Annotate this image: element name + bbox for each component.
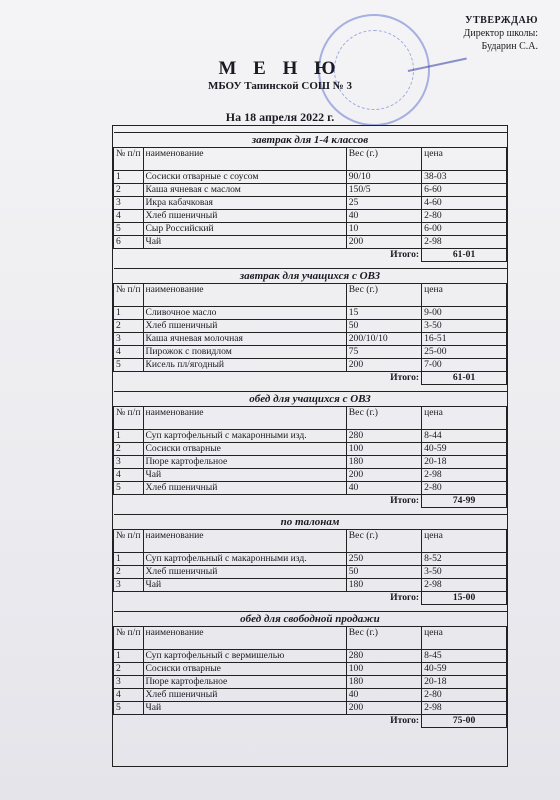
row-number: 3 (114, 197, 144, 210)
total-value: 74-99 (422, 495, 507, 508)
approve-title: УТВЕРЖДАЮ (465, 15, 538, 26)
column-header-name: наименование (143, 284, 346, 307)
table-row (114, 482, 507, 495)
dish-weight: 200 (346, 702, 421, 715)
dish-name: Сосиски отварные с соусом (143, 171, 346, 184)
table-row (114, 469, 507, 482)
total-value: 15-00 (422, 592, 507, 605)
dish-name: Суп картофельный с макаронными изд. (143, 553, 346, 566)
total-value: 75-00 (422, 715, 507, 728)
row-number: 2 (114, 663, 144, 676)
total-label: Итого: (390, 495, 420, 507)
dish-name: Хлеб пшеничный (143, 689, 346, 702)
row-number: 3 (114, 456, 144, 469)
dish-weight: 150/5 (346, 184, 421, 197)
dish-name: Икра кабачковая (143, 197, 346, 210)
table-row (114, 210, 507, 223)
table-row (114, 443, 507, 456)
dish-weight: 40 (346, 689, 421, 702)
column-header-name: наименование (143, 148, 346, 171)
dish-name: Хлеб пшеничный (143, 566, 346, 579)
row-number: 2 (114, 184, 144, 197)
column-header-row (114, 148, 507, 171)
column-header-num: № п/п (114, 284, 144, 307)
section-title-row (114, 392, 507, 407)
table-row (114, 430, 507, 443)
column-header-price: цена (422, 284, 507, 307)
section-spacer (114, 508, 507, 515)
column-header-row (114, 627, 507, 650)
row-number: 1 (114, 430, 144, 443)
total-label: Итого: (390, 372, 420, 384)
total-spacer (114, 249, 347, 262)
row-number: 3 (114, 676, 144, 689)
row-number: 2 (114, 320, 144, 333)
menu-title: М Е Н Ю (218, 58, 342, 79)
dish-price: 40-59 (422, 663, 507, 676)
dish-weight: 180 (346, 456, 421, 469)
row-number: 2 (114, 443, 144, 456)
column-header-price: цена (422, 627, 507, 650)
column-header-price: цена (422, 530, 507, 553)
row-number: 5 (114, 702, 144, 715)
dish-price: 2-80 (422, 482, 507, 495)
section-title: обед для свободной продажи (114, 612, 507, 627)
section-title-row (114, 515, 507, 530)
dish-name: Пюре картофельное (143, 676, 346, 689)
section-total-row (114, 715, 507, 728)
table-row (114, 320, 507, 333)
spacer-cell (114, 262, 507, 269)
approve-role: Директор школы: (463, 28, 538, 39)
column-header-name: наименование (143, 407, 346, 430)
dish-name: Хлеб пшеничный (143, 210, 346, 223)
dish-price: 3-50 (422, 566, 507, 579)
table-row (114, 702, 507, 715)
table-row (114, 553, 507, 566)
dish-weight: 15 (346, 307, 421, 320)
school-name: МБОУ Тапинской СОШ № 3 (207, 80, 353, 92)
section-total-row (114, 249, 507, 262)
dish-name: Пирожок с повидлом (143, 346, 346, 359)
dish-name: Пюре картофельное (143, 456, 346, 469)
dish-weight: 100 (346, 663, 421, 676)
spacer-cell (114, 385, 507, 392)
column-header-weight: Вес (г.) (346, 627, 421, 650)
dish-weight: 200/10/10 (346, 333, 421, 346)
section-title-row (114, 612, 507, 627)
dish-weight: 100 (346, 443, 421, 456)
table-row (114, 676, 507, 689)
section-title: завтрак для 1-4 классов (114, 133, 507, 148)
dish-weight: 200 (346, 359, 421, 372)
table-row (114, 566, 507, 579)
row-number: 5 (114, 359, 144, 372)
row-number: 5 (114, 223, 144, 236)
dish-name: Чай (143, 236, 346, 249)
table-row (114, 689, 507, 702)
column-header-row (114, 407, 507, 430)
dish-name: Сливочное масло (143, 307, 346, 320)
table-row (114, 579, 507, 592)
section-title: обед для учащихся с ОВЗ (114, 392, 507, 407)
column-header-num: № п/п (114, 530, 144, 553)
dish-weight: 200 (346, 469, 421, 482)
approval-block (418, 14, 538, 53)
total-spacer (114, 592, 347, 605)
dish-weight: 280 (346, 650, 421, 663)
section-total-row (114, 495, 507, 508)
table-row (114, 236, 507, 249)
column-header-num: № п/п (114, 407, 144, 430)
dish-name: Сосиски отварные (143, 443, 346, 456)
dish-name: Суп картофельный с макаронными изд. (143, 430, 346, 443)
table-row (114, 333, 507, 346)
dish-weight: 90/10 (346, 171, 421, 184)
section-title: завтрак для учащихся с ОВЗ (114, 269, 507, 284)
approve-name: Бударин С.А. (481, 41, 538, 52)
row-number: 1 (114, 307, 144, 320)
dish-price: 2-98 (422, 702, 507, 715)
dish-weight: 50 (346, 566, 421, 579)
row-number: 2 (114, 566, 144, 579)
dish-weight: 10 (346, 223, 421, 236)
dish-weight: 40 (346, 482, 421, 495)
dish-price: 3-50 (422, 320, 507, 333)
total-label: Итого: (390, 249, 420, 261)
dish-price: 7-00 (422, 359, 507, 372)
row-number: 1 (114, 553, 144, 566)
dish-weight: 75 (346, 346, 421, 359)
dish-price: 2-80 (422, 210, 507, 223)
dish-weight: 25 (346, 197, 421, 210)
menu-date: На 18 апреля 2022 г. (225, 110, 335, 124)
table-row (114, 346, 507, 359)
menu-table-frame (112, 125, 508, 767)
column-header-row (114, 530, 507, 553)
row-number: 4 (114, 346, 144, 359)
dish-name: Чай (143, 469, 346, 482)
table-row (114, 650, 507, 663)
dish-price: 40-59 (422, 443, 507, 456)
section-total-row (114, 592, 507, 605)
section-title: по талонам (114, 515, 507, 530)
row-number: 5 (114, 482, 144, 495)
table-row (114, 359, 507, 372)
spacer-cell (114, 605, 507, 612)
column-header-weight: Вес (г.) (346, 148, 421, 171)
table-row (114, 171, 507, 184)
dish-name: Хлеб пшеничный (143, 320, 346, 333)
total-value: 61-01 (422, 249, 507, 262)
row-number: 4 (114, 469, 144, 482)
dish-name: Сыр Российский (143, 223, 346, 236)
menu-table (113, 126, 507, 728)
row-number: 4 (114, 210, 144, 223)
dish-price: 8-44 (422, 430, 507, 443)
dish-price: 20-18 (422, 676, 507, 689)
table-row (114, 223, 507, 236)
dish-name: Каша ячневая с маслом (143, 184, 346, 197)
total-label: Итого: (390, 715, 420, 727)
section-spacer (114, 605, 507, 612)
section-spacer (114, 262, 507, 269)
total-spacer (114, 372, 347, 385)
dish-name: Хлеб пшеничный (143, 482, 346, 495)
dish-price: 16-51 (422, 333, 507, 346)
section-title-row (114, 269, 507, 284)
section-spacer (114, 385, 507, 392)
dish-price: 25-00 (422, 346, 507, 359)
dish-price: 8-45 (422, 650, 507, 663)
dish-weight: 200 (346, 236, 421, 249)
column-header-weight: Вес (г.) (346, 530, 421, 553)
column-header-price: цена (422, 407, 507, 430)
column-header-name: наименование (143, 530, 346, 553)
dish-price: 20-18 (422, 456, 507, 469)
dish-weight: 180 (346, 579, 421, 592)
table-row (114, 663, 507, 676)
row-number: 6 (114, 236, 144, 249)
row-number: 3 (114, 333, 144, 346)
table-row (114, 307, 507, 320)
section-total-row (114, 372, 507, 385)
dish-price: 6-60 (422, 184, 507, 197)
row-number: 4 (114, 689, 144, 702)
column-header-price: цена (422, 148, 507, 171)
total-spacer (114, 715, 347, 728)
column-header-row (114, 284, 507, 307)
row-number: 1 (114, 650, 144, 663)
column-header-weight: Вес (г.) (346, 407, 421, 430)
spacer-cell (114, 508, 507, 515)
column-header-num: № п/п (114, 148, 144, 171)
dish-price: 9-00 (422, 307, 507, 320)
dish-name: Чай (143, 702, 346, 715)
dish-weight: 50 (346, 320, 421, 333)
table-row (114, 456, 507, 469)
dish-price: 6-00 (422, 223, 507, 236)
total-spacer (114, 495, 347, 508)
dish-price: 8-52 (422, 553, 507, 566)
dish-weight: 280 (346, 430, 421, 443)
column-header-weight: Вес (г.) (346, 284, 421, 307)
table-row (114, 184, 507, 197)
dish-price: 2-80 (422, 689, 507, 702)
table-row (114, 197, 507, 210)
total-value: 61-01 (422, 372, 507, 385)
section-title-row (114, 133, 507, 148)
dish-weight: 180 (346, 676, 421, 689)
total-label: Итого: (390, 592, 420, 604)
dish-name: Суп картофельный с вермишелью (143, 650, 346, 663)
dish-price: 38-03 (422, 171, 507, 184)
dish-price: 4-60 (422, 197, 507, 210)
dish-name: Сосиски отварные (143, 663, 346, 676)
dish-weight: 250 (346, 553, 421, 566)
dish-price: 2-98 (422, 579, 507, 592)
dish-price: 2-98 (422, 236, 507, 249)
dish-name: Кисель пл/ягодный (143, 359, 346, 372)
row-number: 1 (114, 171, 144, 184)
dish-name: Чай (143, 579, 346, 592)
row-number: 3 (114, 579, 144, 592)
dish-weight: 40 (346, 210, 421, 223)
dish-price: 2-98 (422, 469, 507, 482)
column-header-name: наименование (143, 627, 346, 650)
column-header-num: № п/п (114, 627, 144, 650)
dish-name: Каша ячневая молочная (143, 333, 346, 346)
